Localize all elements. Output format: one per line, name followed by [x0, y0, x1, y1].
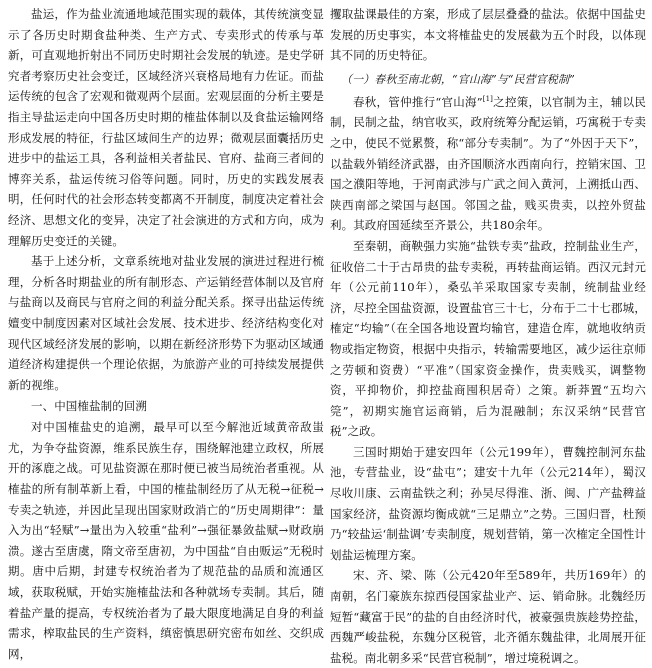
citation-ref[interactable]: [1]: [482, 94, 494, 103]
paragraph-spring-autumn-rest: 之控策，以官制为主，辅以民制，民制之盐，纳官收买，政府统筹分配运销，巧寓税于专卖之中，使民不觉累赘，称“部分专卖制”。为了“外因于天下”，以盐载外销经济武器，由齐国顺济水西南向行，控销宋国、卫国之濮阳等地，于河南武涉与广武之间入黄河，上溯抵山西、陕西南部之梁国与赵国。邻国之盐，贱买贵卖，以控外贸盐利。其政府国延续至齐景公，共180余年。: [330, 94, 646, 233]
section-heading: 一、中国榷盐制的回溯: [31, 399, 147, 414]
subsection-heading: （一）春秋至南北朝，“官山海”与“民营官税制”: [341, 72, 575, 86]
paragraph-salt-history-trace: 对中国榷盐史的追溯，最早可以至今解池近域黄帝敌蚩尤，为争夺盐资源，维系民族生存，围绕解池建立政权，所展开的涿鹿之战。可见盐资源在那时便已被当局统治者重视。从榷盐的所有制革新上看，中国的榷盐制经历了从无税→征税→专卖之轨迹，并因此呈现出国家财政消亡的“历史周期律”：量入为出“轻赋”→量出为入较重“盐利”→强征暴敛盐赋→财政崩溃。遂古至唐虞，隋文帝至唐初，为中国盐“自由贩运”无税时期。唐中后期，封建专权统治者为了规范盐的品质和流通区域，获取税赋，开始实施榷盐法和各种就场专卖制。其后，随着盐产量的提高，专权统治者为了最大限度地满足自身的利益需求，榨取盐民的生产资料，缜密慎思研究密布如丝、交织成网，: [8, 420, 324, 661]
paragraph-analysis-basis: 基于上述分析，文章系统地对盐业发展的演进过程进行梳理，分析各时期盐业的所有制形态、产运销经营体制以及官府与盐商以及商民与官府之间的利益分配关系。探寻出盐运传统嬗变中制度因素对区域社会发展、技术进步、经济结构变化对现代区域经济发展的影响，以期在新经济形势下为驱动区域通道经济构建提供一个理论依据，为旅游产业的可持续发展提供新的视维。: [8, 254, 324, 392]
paragraph-qin-han: 至秦朝，商鞅强力实施“盐铁专卖”盐政，控制盐业生产，征收倍二十于古昂贵的盐专卖税，再转盐商运销。西汉元封元年（公元前110年），桑弘羊采取国家专卖制，统制盐业经济，尽控全国盐资源，设置盐官三十七，分布于二十七郡城，榷定“均输”（在全国各地设置均输官，建造仓库，就地收纳贡物或指定物资，根据中央指示，转输需要地区，减少运往京师之劳顿和资费）“平准”（国家资金操作，贵卖贱买，调整物资，平抑物价，抑控盐商囤积居奇）之策。新莽置“五均六筦”，初期实施官运商销，后为混融制；东汉采纳“民营官税”之政。: [330, 238, 646, 439]
paragraph-continuation: 攫取盐课最佳的方案，形成了层层叠叠的盐法。依据中国盐史发展的历史事实，本文将榷盐史的发展截为五个时段，以体现其不同的历史特征。: [330, 7, 646, 63]
paragraph-spring-autumn-start: 春秋，管仲推行“官山海”: [353, 94, 483, 109]
right-column: [330, 4, 646, 668]
paragraph-southern-northern: 宋、齐、梁、陈（公元420年至589年，共历169年）的南朝，名门豪族东掠西侵国家盐业产、运、销命脉。北魏经历短暂“藏富于民”的盐的自由经济时代，被豪强贵族趁势控盐，西魏严峻盐税，东魏分区税管，北齐循东魏盐律，北周展开征盐税。南北朝多采“民营官税制”，增过境税调之。: [330, 568, 646, 665]
paragraph-spring-autumn: [330, 92, 646, 236]
left-column: [8, 4, 324, 664]
paragraph-three-kingdoms: 三国时期始于建安四年（公元199年），曹魏控制河东盐池，专营盐业，设“盐屯”；建安十九年（公元214年），蜀汉尽收川康、云南盐铁之利；孙吴尽得淮、浙、闽、广产盐稗益国家经济，盐资源均衡成就“三足鼎立”之势。三国归晋，杜预乃“较盐运‘制盐调’专卖制度，规划营销，第一次榷定全国性计划盐运梳理方案。: [330, 444, 646, 562]
paragraph-salt-transport-intro: 盐运，作为盐业流通地域范围实现的载体，其传统演变显示了各历史时期食盐种类、生产方式、专卖形式的传承与革新，可直观地折射出不同历史时期社会发展的轨迹。是史学研究者考察历史社会变迁，区域经济兴衰格局地有力佐证。而盐运传统的包含了宏观和微观两个层面。宏观层面的分析主要是指主导盐运走向中国各历史时期的榷盐体制以及食盐运输网络形成发展的特征，行盐区域间生产的边界；微观层面囊括历史进步中的盐运工具，各利益相关者盐民、官府、盐商三者间的博弈关系，盐运传统习俗等问题。同时，历史的实践发展表明，任何时代的社会形态转变都离不开制度，制度决定着社会经济、思想文化的变异，决定了社会演进的方式和方向，成为理解历史变迁的关键。: [8, 7, 324, 248]
